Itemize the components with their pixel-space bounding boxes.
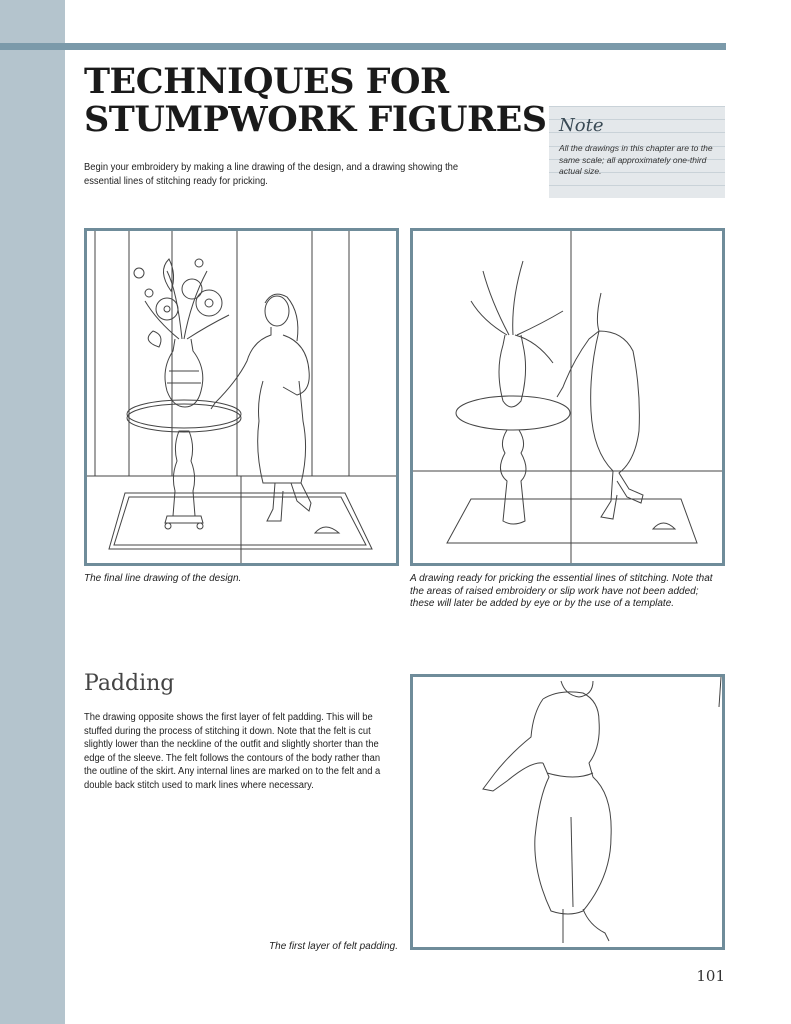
intro-paragraph: Begin your embroidery by making a line drawing of the design, and a drawing showing the essential lines of stitching ready for pricking. (84, 162, 459, 187)
left-margin-bar (0, 0, 65, 1024)
padding-body-text: The drawing opposite shows the first layer of felt padding. This will be stuffed during the process of stitching it down. Note that the felt is cut slightly lower than the neckline of the outfit and slightly shorter than the edge of the sleeve. The felt follows the contours of the body rather than the outline of the skirt. Any internal lines are marked on to the felt and a double back stitch used to mark lines where necessary. (84, 712, 381, 791)
page-title-line-2: STUMPWORK FIGURES (84, 99, 547, 140)
figure-2-caption: A drawing ready for pricking the essential lines of stitching. Note that the areas of raised embroidery or slip work have not been added; these will later be added by eye or by the use of a template. (410, 573, 713, 609)
page-number: 101 (696, 967, 725, 985)
page-title (84, 63, 554, 139)
pricking-drawing-illustration (413, 231, 722, 563)
figure-3-caption: The first layer of felt padding. (269, 941, 398, 952)
note-title: Note (559, 115, 604, 136)
header-rule (0, 43, 726, 50)
note-text: All the drawings in this chapter are to the same scale; all approximately one-third actual size. (559, 143, 713, 176)
figure-1-caption: The final line drawing of the design. (84, 573, 242, 584)
padding-heading: Padding (84, 671, 175, 696)
figure-felt-padding (410, 674, 725, 950)
felt-padding-illustration (413, 677, 722, 947)
page-title-line-1: TECHNIQUES FOR (84, 61, 449, 102)
figure-final-line-drawing (84, 228, 399, 566)
note-box (549, 106, 725, 198)
final-line-drawing-illustration (87, 231, 396, 563)
figure-pricking-drawing (410, 228, 725, 566)
